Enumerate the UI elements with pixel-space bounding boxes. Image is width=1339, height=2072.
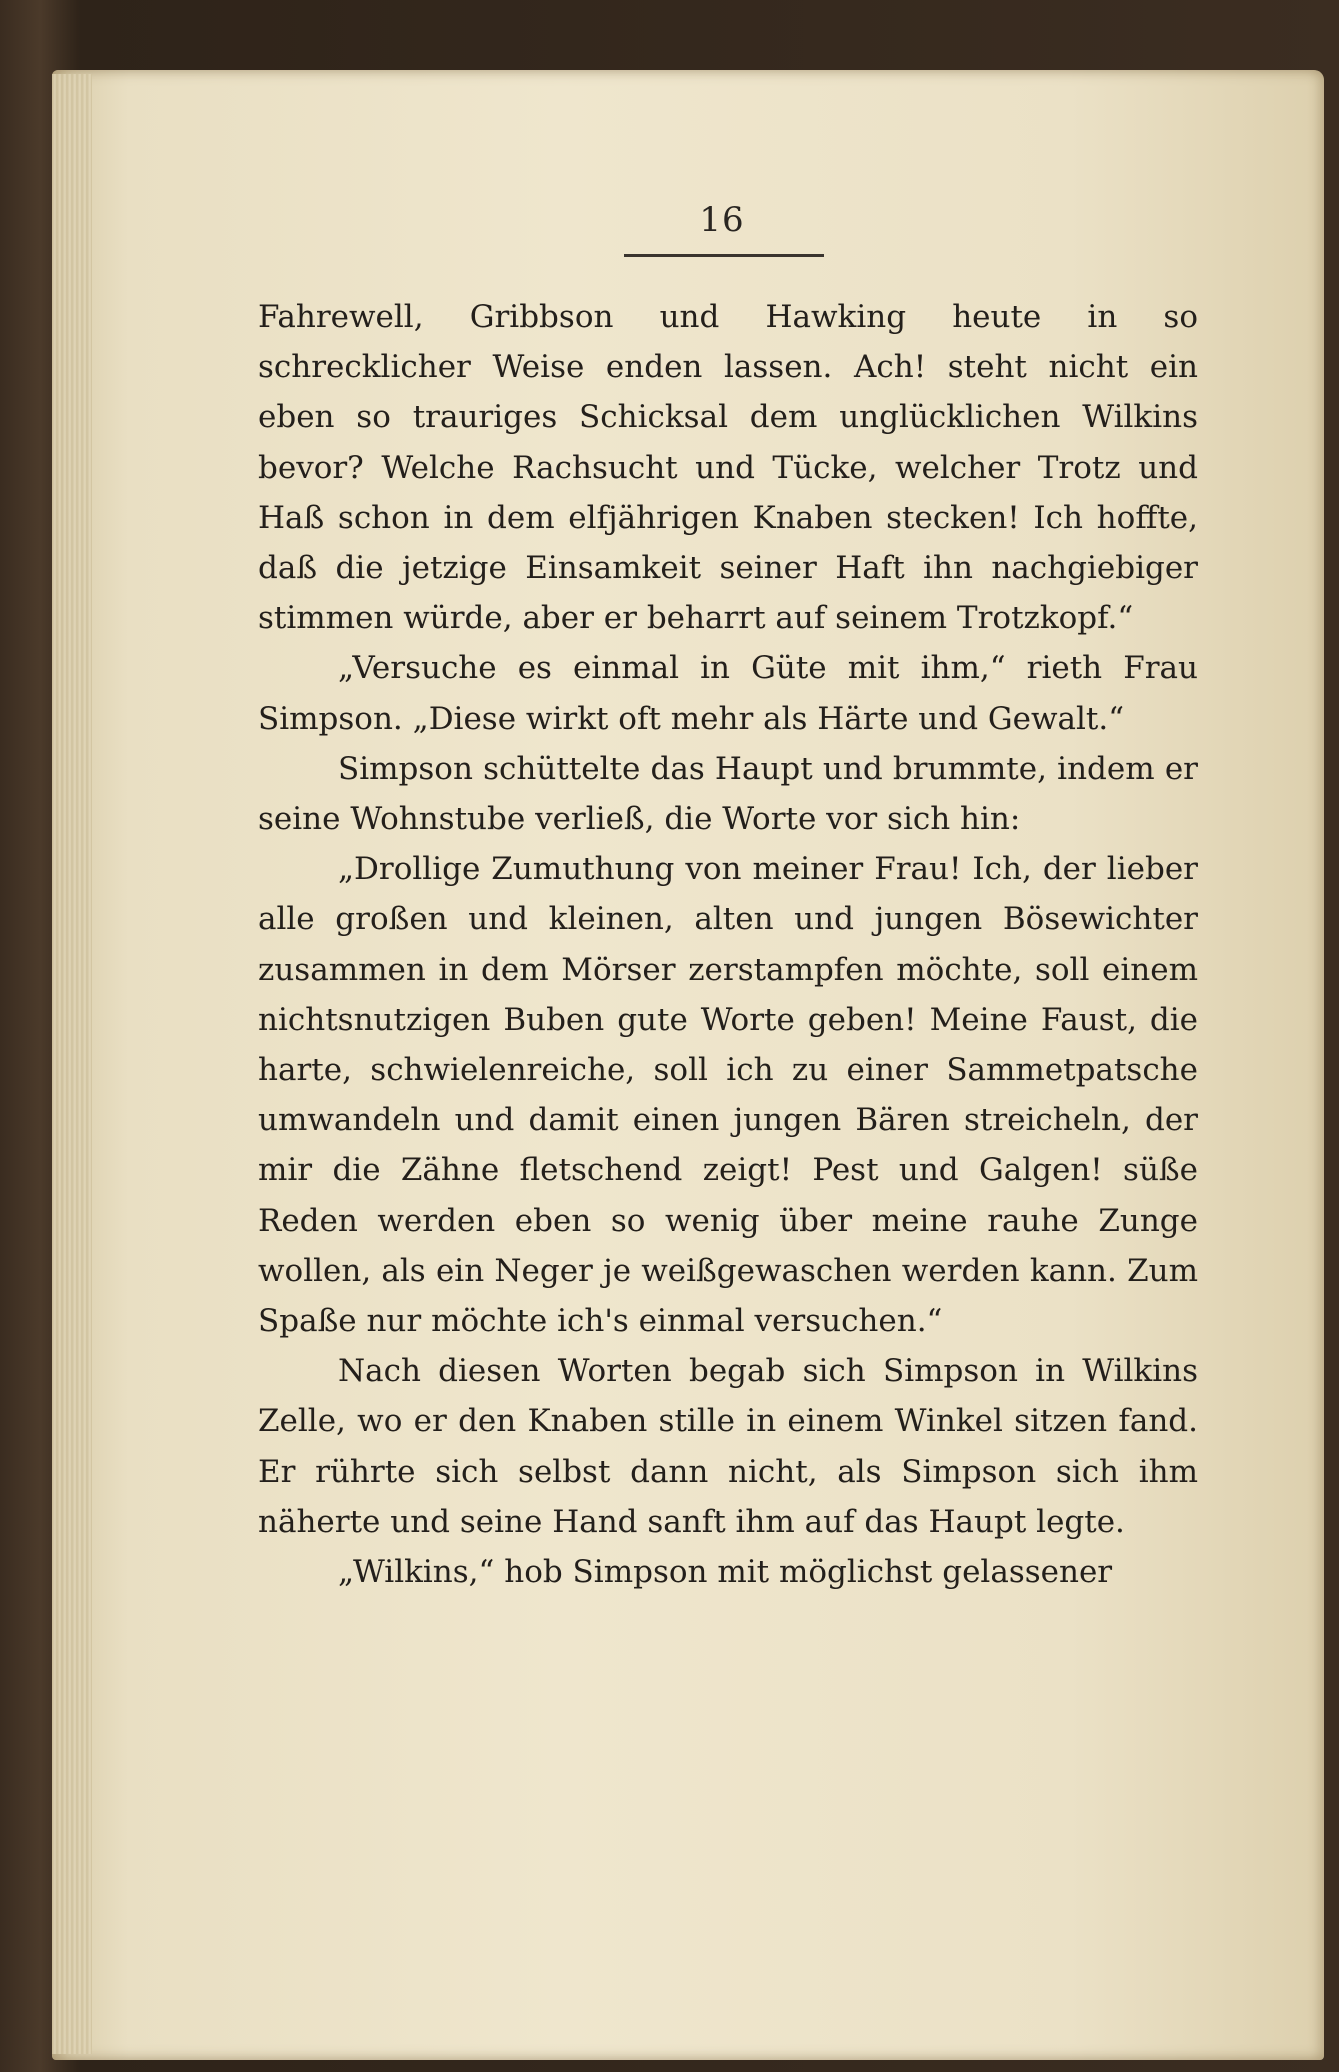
body-text — [258, 292, 1198, 1597]
page-number: 16 — [699, 200, 745, 240]
paragraph: „Versuche es einmal in Güte mit ihm,“ rieth Frau Simpson. „Diese wirkt oft mehr als Härte und Gewalt.“ — [258, 650, 1198, 737]
page-edges — [52, 74, 92, 2054]
paragraph: „Drollige Zumuthung von meiner Frau! Ich, der lieber alle großen und kleinen, alten und jungen Bösewichter zusammen in dem Mörser zerstampfen möchte, soll einem nichtsnutzigen Buben gute Worte geben! Meine Faust, die harte, schwielenreiche, soll ich zu einer Sammetpatsche umwandeln und damit einen jungen Bären streicheln, der mir die Zähne fletschend zeigt! Pest und Galgen! süße Reden werden eben so wenig über meine rauhe Zunge wollen, als ein Neger je weißgewaschen werden kann. Zum Spaße nur möchte ich's einmal versuchen.“ — [258, 851, 1198, 1340]
paragraph: Nach diesen Worten begab sich Simpson in Wilkins Zelle, wo er den Knaben stille in einem Winkel sitzen fand. Er rührte sich selbst dann nicht, als Simpson sich ihm näherte und seine Hand sanft ihm auf das Haupt legte. — [258, 1353, 1198, 1540]
paragraph: „Wilkins,“ hob Simpson mit möglichst gelassener — [338, 1554, 1113, 1591]
paragraph: Simpson schüttelte das Haupt und brummte, indem er seine Wohnstube verließ, die Worte vor sich hin: — [258, 750, 1198, 838]
paragraph: Fahrewell, Gribbson und Hawking heute in so schrecklicher Weise enden lassen. Ach! steht nicht ein eben so trauriges Schicksal dem unglücklichen Wilkins bevor? Welche Rachsucht und Tücke, welcher Trotz und Haß schon in dem elfjährigen Knaben stecken! Ich hoffte, daß die jetzige Einsamkeit seiner Haft ihn nachgiebiger stimmen würde, aber er beharrt auf seinem Trotzkopf.“ — [258, 299, 1198, 637]
header-rule — [624, 254, 824, 257]
